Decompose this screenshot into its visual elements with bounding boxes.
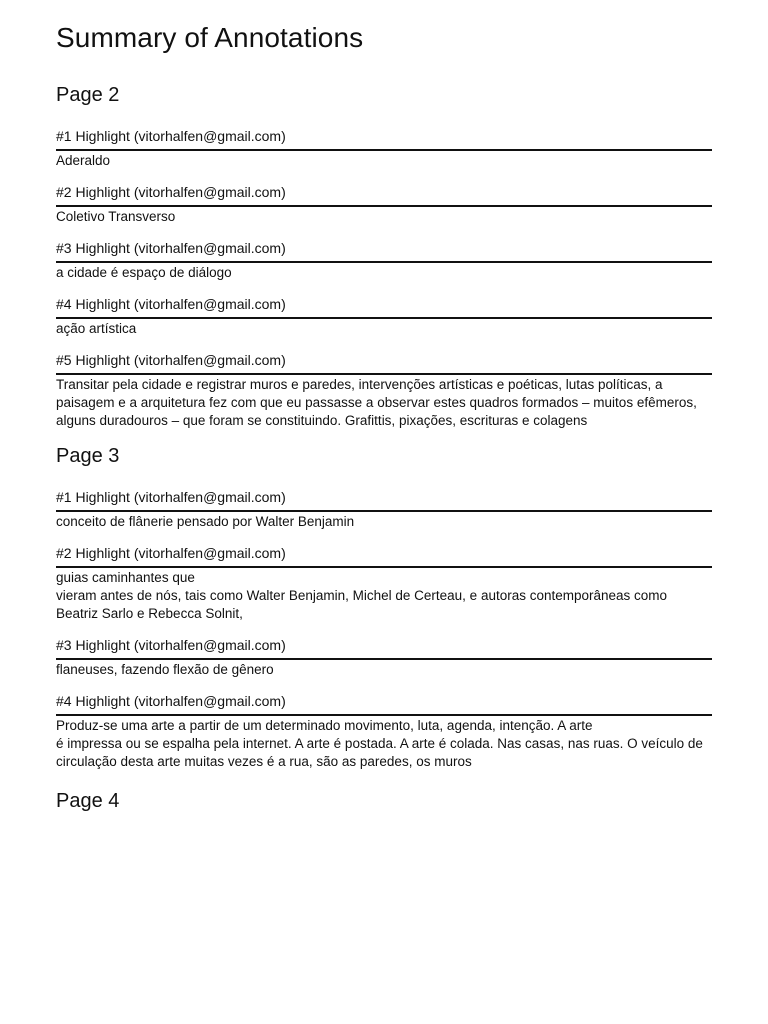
annotation-header: #1 Highlight (vitorhalfen@gmail.com) — [56, 488, 712, 512]
page-section — [56, 444, 712, 771]
annotation-header: #3 Highlight (vitorhalfen@gmail.com) — [56, 239, 712, 263]
page-heading: Page 2 — [56, 84, 120, 106]
annotation-text: Produz-se uma arte a partir de um determinado movimento, luta, agenda, intenção. A arte é impressa ou se espalha pela internet. A arte é postada. A arte é colada. Nas casas, nas ruas. O veículo de circulação desta arte muitas vezes é a rua, são as paredes, os muros — [56, 718, 703, 769]
annotation-text: flaneuses, fazendo flexão de gênero — [56, 662, 274, 677]
page-heading: Page 4 — [56, 790, 120, 812]
annotation-text: ação artística — [56, 321, 137, 336]
page-section — [56, 789, 712, 813]
annotation-item — [56, 239, 712, 282]
annotation-item — [56, 127, 712, 170]
annotation-item — [56, 692, 712, 771]
pages-container — [56, 83, 712, 813]
annotation-item — [56, 183, 712, 226]
annotation-header: #2 Highlight (vitorhalfen@gmail.com) — [56, 544, 712, 568]
annotation-text: Transitar pela cidade e registrar muros e paredes, intervenções artísticas e poéticas, lutas políticas, a paisagem e a arquitetura fez com que eu passasse a observar estes quadros formados – muitos efêmeros, alguns duradouros – que foram se constituindo. Grafittis, pixações, escrituras e colagens — [56, 377, 697, 428]
annotation-text: a cidade é espaço de diálogo — [56, 265, 232, 280]
annotations-document — [56, 18, 712, 813]
page-heading: Page 3 — [56, 445, 120, 467]
annotation-text: Aderaldo — [56, 153, 111, 168]
annotation-header: #2 Highlight (vitorhalfen@gmail.com) — [56, 183, 712, 207]
annotation-text: guias caminhantes que vieram antes de nós, tais como Walter Benjamin, Michel de Certeau, e autoras contemporâneas como Beatriz Sarlo e Rebecca Solnit, — [56, 570, 668, 621]
annotation-header: #3 Highlight (vitorhalfen@gmail.com) — [56, 636, 712, 660]
page-section — [56, 83, 712, 430]
annotation-header: #5 Highlight (vitorhalfen@gmail.com) — [56, 351, 712, 375]
annotation-header: #4 Highlight (vitorhalfen@gmail.com) — [56, 295, 712, 319]
annotation-item — [56, 295, 712, 338]
annotation-item — [56, 636, 712, 679]
annotation-item — [56, 544, 712, 623]
annotation-text: conceito de flânerie pensado por Walter Benjamin — [56, 514, 355, 529]
annotation-item — [56, 488, 712, 531]
annotation-text: Coletivo Transverso — [56, 209, 176, 224]
annotation-header: #1 Highlight (vitorhalfen@gmail.com) — [56, 127, 712, 151]
document-title: Summary of Annotations — [56, 22, 364, 53]
annotation-header: #4 Highlight (vitorhalfen@gmail.com) — [56, 692, 712, 716]
annotation-item — [56, 351, 712, 430]
